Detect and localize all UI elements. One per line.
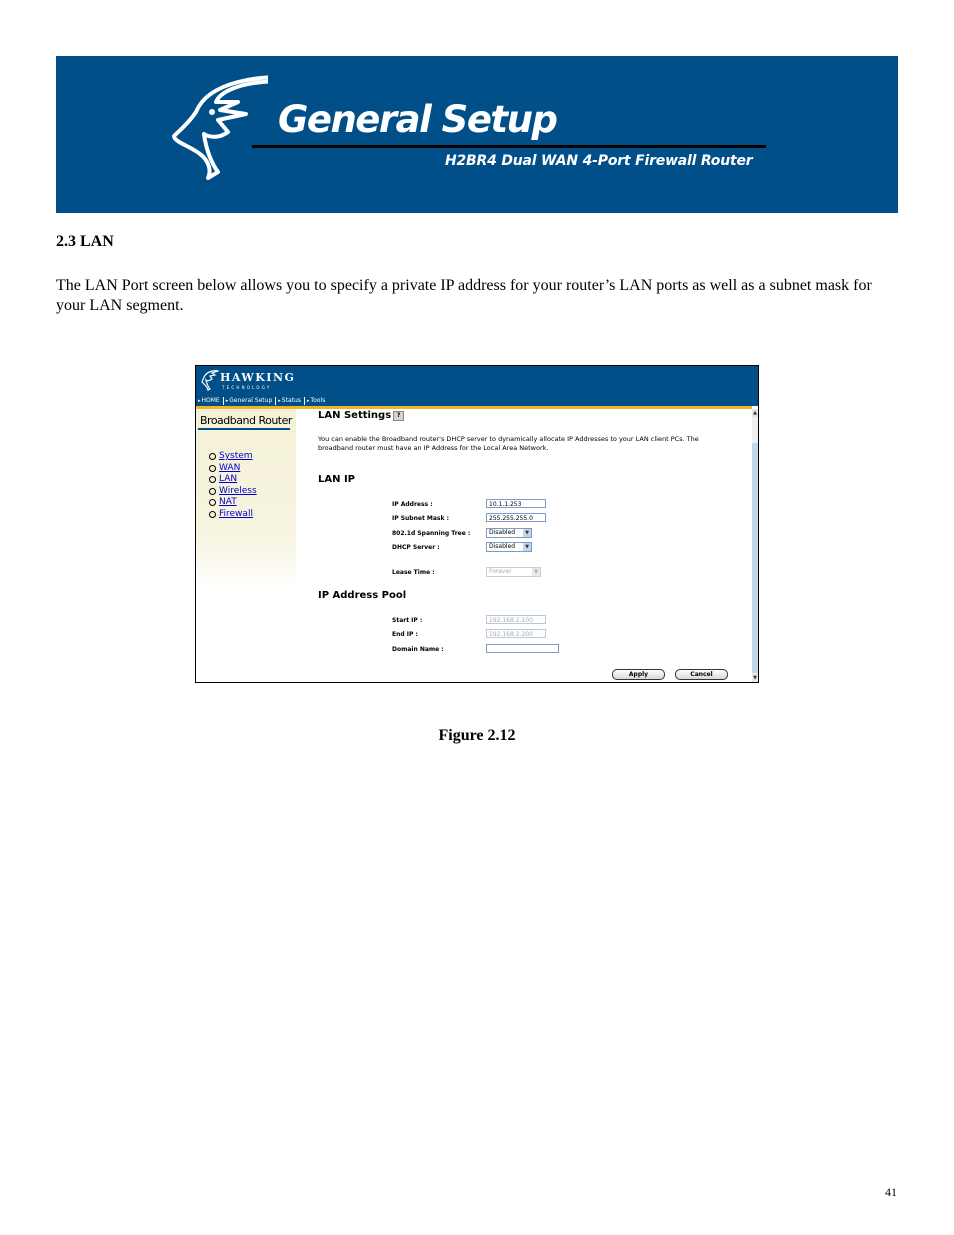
- ip-address-label: IP Address :: [392, 501, 433, 508]
- sidebar-item-system[interactable]: System: [209, 451, 257, 463]
- router-ui-screenshot: [195, 365, 759, 683]
- chevron-down-icon[interactable]: ▼: [523, 529, 531, 537]
- hawk-head-icon: [168, 72, 268, 192]
- dhcp-server-label: DHCP Server :: [392, 544, 440, 551]
- figure-caption: Figure 2.12: [438, 727, 516, 744]
- radio-icon: [209, 476, 216, 483]
- router-header: [196, 366, 758, 396]
- subnet-mask-input[interactable]: 255.255.255.0: [486, 513, 546, 522]
- chevron-down-icon[interactable]: ▼: [523, 543, 531, 551]
- domain-name-input[interactable]: [486, 644, 559, 653]
- start-ip-input[interactable]: 192.168.2.100: [486, 615, 546, 624]
- domain-name-label: Domain Name :: [392, 646, 444, 653]
- lan-ip-heading: LAN IP: [318, 474, 356, 485]
- help-icon[interactable]: ?: [393, 411, 404, 421]
- spanning-tree-select[interactable]: Disabled ▼: [486, 528, 532, 538]
- sidebar-menu: [209, 451, 257, 520]
- header-banner: [56, 56, 898, 213]
- end-ip-label: End IP :: [392, 631, 418, 638]
- body-paragraph: The LAN Port screen below allows you to specify a private IP address for your router’s LAN ports as well as a subnet mask for your LAN segment.: [56, 277, 872, 314]
- cancel-button[interactable]: Cancel: [675, 669, 728, 680]
- brand-subtitle: TECHNOLOGY: [222, 385, 272, 390]
- lease-time-label: Lease Time :: [392, 569, 435, 576]
- section-heading: 2.3 LAN: [56, 233, 114, 250]
- page-description: You can enable the Broadband router's DHCP server to dynamically allocate IP Addresses to your LAN client PCs. The broadband router must have an IP Address for the Local Area Network.: [318, 435, 699, 452]
- sidebar-item-nat[interactable]: NAT: [209, 497, 257, 509]
- end-ip-input[interactable]: 192.168.2.200: [486, 629, 546, 638]
- hawking-logo-icon: [201, 369, 219, 391]
- nav-home[interactable]: ▸ HOME: [196, 397, 224, 405]
- radio-icon: [209, 488, 216, 495]
- sidebar-item-wireless[interactable]: Wireless: [209, 486, 257, 498]
- ip-pool-heading: IP Address Pool: [318, 590, 407, 601]
- radio-icon: [209, 499, 216, 506]
- sidebar-title: Broadband Router: [200, 414, 292, 427]
- sidebar-item-wan[interactable]: WAN: [209, 463, 257, 475]
- radio-icon: [209, 453, 216, 460]
- banner-divider: [252, 145, 766, 148]
- spanning-tree-label: 802.1d Spanning Tree :: [392, 530, 471, 537]
- sidebar-item-firewall[interactable]: Firewall: [209, 509, 257, 521]
- banner-title: General Setup: [278, 98, 557, 141]
- sidebar-item-lan[interactable]: LAN: [209, 474, 257, 486]
- nav-status[interactable]: ▸ Status: [276, 397, 305, 405]
- page-title: LAN Settings ?: [318, 410, 404, 421]
- dhcp-server-select[interactable]: Disabled ▼: [486, 542, 532, 552]
- chevron-down-icon[interactable]: ▼: [532, 568, 540, 576]
- scroll-up-icon[interactable]: ▲: [753, 410, 757, 416]
- brand-name: HAWKING: [220, 371, 296, 384]
- radio-icon: [209, 511, 216, 518]
- sidebar-underline: [198, 428, 290, 430]
- start-ip-label: Start IP :: [392, 617, 423, 624]
- apply-button[interactable]: Apply: [612, 669, 665, 680]
- vertical-scrollbar[interactable]: [752, 409, 758, 682]
- radio-icon: [209, 465, 216, 472]
- scroll-down-icon[interactable]: ▼: [753, 675, 757, 681]
- banner-subtitle: H2BR4 Dual WAN 4-Port Firewall Router: [445, 153, 753, 169]
- ip-address-input[interactable]: 10.1.1.253: [486, 499, 546, 508]
- nav-tools[interactable]: ▸ Tools: [305, 397, 328, 405]
- lease-time-select[interactable]: Forever ▼: [486, 567, 541, 577]
- page-number: 41: [885, 1185, 897, 1199]
- subnet-mask-label: IP Subnet Mask :: [392, 515, 449, 522]
- nav-general-setup[interactable]: ▸ General Setup: [224, 397, 277, 405]
- scroll-thumb[interactable]: [752, 443, 758, 673]
- router-nav: [196, 396, 758, 406]
